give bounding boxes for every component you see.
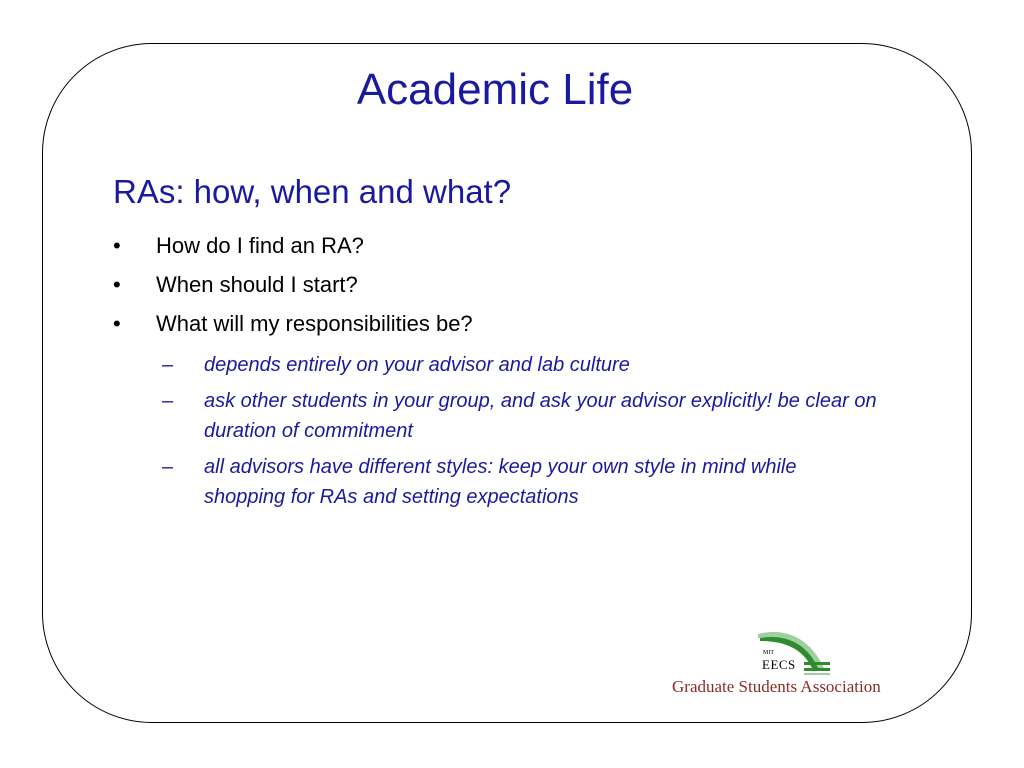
slide-subtitle: RAs: how, when and what? [113,173,512,210]
sub-bullet-marker: – [162,354,174,376]
sub-bullet-item [162,350,882,380]
logo-mit-text: MIT [763,650,774,656]
bullet-item [113,308,933,340]
sub-bullet-item [162,452,882,512]
sub-bullet-text: all advisors have different styles: keep your own style in mind while shopping for RAs and setting expectations [204,456,797,508]
slide-title: Academic Life [356,65,634,114]
bullet-marker: • [113,311,121,336]
logo-org-name: Graduate Students Association [672,677,881,696]
sub-bullet-item [162,386,882,446]
sub-bullet-text: depends entirely on your advisor and lab culture [204,354,630,376]
bullet-list [113,230,933,347]
bullet-marker: • [113,272,121,297]
logo-eecs-text: EECS [762,657,796,672]
sub-bullet-text: ask other students in your group, and ask your advisor explicitly! be clear on duration of commitment [204,390,877,442]
bullet-text: How do I find an RA? [156,233,364,258]
bullet-text: When should I start? [156,272,358,297]
sub-bullet-marker: – [162,390,174,412]
bullet-marker: • [113,233,121,258]
eecs-gsa-logo [668,624,928,700]
sub-bullet-list [162,350,882,518]
bullet-text: What will my responsibilities be? [156,311,473,336]
bullet-item [113,230,933,262]
sub-bullet-marker: – [162,456,174,478]
bullet-item [113,269,933,301]
